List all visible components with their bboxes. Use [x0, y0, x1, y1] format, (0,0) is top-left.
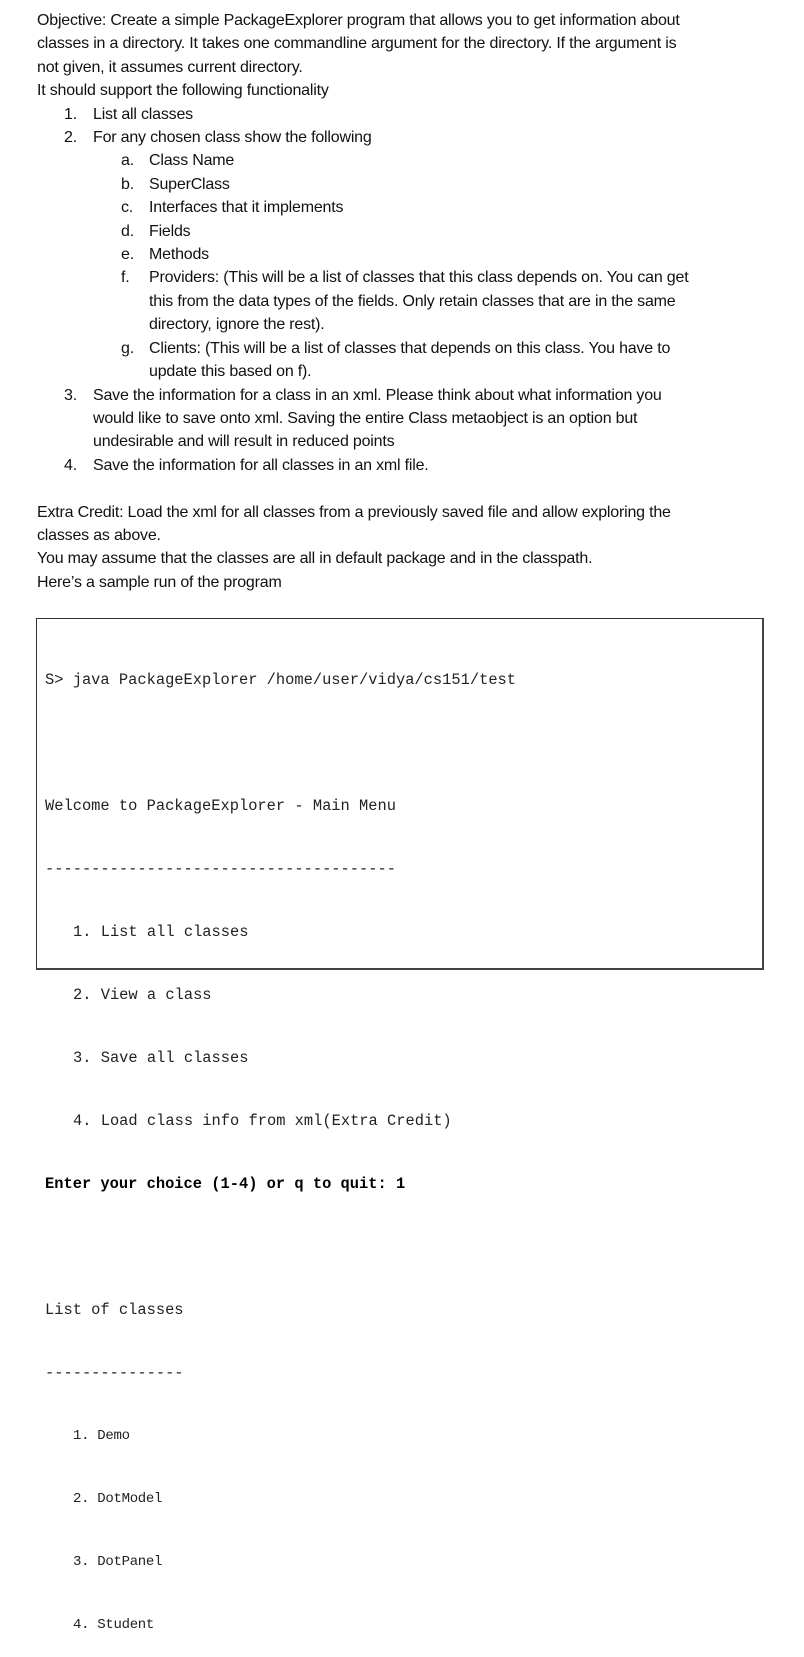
subitem-class-name [37, 149, 777, 172]
menu-item-list-classes: 1. List all classes [73, 923, 249, 941]
terminal-prompt: Enter your choice (1-4) or q to quit: 1 [45, 1175, 406, 1193]
extra-credit-line-1: Extra Credit: Load the xml for all classes from a previously saved file and allow exploring the [37, 503, 671, 521]
assignment-document [37, 9, 777, 594]
subitem-providers [37, 266, 777, 336]
subitem-text: Interfaces that it implements [149, 199, 344, 217]
subitem-superclass [37, 173, 777, 196]
class-item-dotpanel: 3. DotPanel [73, 1554, 163, 1570]
subitem-text: SuperClass [149, 175, 230, 193]
requirements-list [37, 103, 777, 478]
subitem-fields [37, 220, 777, 243]
paragraph-spacer [37, 477, 777, 500]
list-marker: 1. [64, 105, 77, 123]
subitem-text: Class Name [149, 152, 235, 170]
objective-line-1: Objective: Create a simple PackageExplorer program that allows you to get information about [37, 12, 680, 29]
menu-item-save-all: 3. Save all classes [73, 1049, 249, 1067]
terminal-list-heading: List of classes [45, 1301, 184, 1319]
objective-line-3: not given, it assumes current directory. [37, 58, 303, 76]
subitem-text: Clients: (This will be a list of classes that depends on this class. You have to [149, 339, 671, 357]
terminal-separator: --------------- [45, 1364, 184, 1382]
support-intro: It should support the following functionality [37, 82, 329, 100]
blank-line [45, 733, 762, 754]
list-marker: a. [121, 152, 134, 170]
list-marker: b. [121, 175, 134, 193]
objective-line-2: classes in a directory. It takes one commandline argument for the directory. If the argument is [37, 35, 677, 53]
requirement-text: Save the information for all classes in an xml file. [93, 456, 429, 474]
subitem-methods [37, 243, 777, 266]
requirement-item-2 [37, 126, 777, 149]
requirement-item-3 [37, 384, 777, 454]
list-marker: 4. [64, 456, 77, 474]
terminal-separator: -------------------------------------- [45, 860, 396, 878]
subitem-clients [37, 337, 777, 384]
sample-run-terminal [36, 618, 764, 1633]
sample-intro: Here’s a sample run of the program [37, 573, 282, 591]
requirement-text: undesirable and will result in reduced points [93, 433, 395, 451]
requirement-item-4 [37, 454, 777, 477]
list-marker: d. [121, 222, 134, 240]
subitem-interfaces [37, 196, 777, 219]
list-marker: g. [121, 339, 134, 357]
requirement-text: Save the information for a class in an xml. Please think about what information you [93, 386, 662, 404]
subitem-text: update this based on f). [149, 363, 312, 381]
subitem-text: Fields [149, 222, 191, 240]
subitem-text: Methods [149, 246, 209, 264]
class-item-dotmodel: 2. DotModel [73, 1491, 163, 1507]
subitem-text: Providers: (This will be a list of classes that this class depends on. You can get [149, 269, 689, 287]
menu-item-view-class: 2. View a class [73, 986, 212, 1004]
class-item-demo: 1. Demo [73, 1428, 130, 1444]
blank-line [45, 1237, 762, 1258]
requirement-text: would like to save onto xml. Saving the entire Class metaobject is an option but [93, 409, 638, 427]
subitem-text: directory, ignore the rest). [149, 316, 325, 334]
class-item-student: 4. Student [73, 1617, 155, 1633]
terminal-command: S> java PackageExplorer /home/user/vidya/cs151/test [45, 671, 517, 689]
requirement-item-1 [37, 103, 777, 126]
extra-credit-line-2: classes as above. [37, 526, 161, 544]
list-marker: c. [121, 199, 134, 217]
list-marker: f. [121, 269, 130, 287]
subitem-text: this from the data types of the fields. Only retain classes that are in the same [149, 292, 676, 310]
assumption-text: You may assume that the classes are all in default package and in the classpath. [37, 550, 593, 568]
list-marker: 2. [64, 129, 77, 147]
list-marker: e. [121, 246, 134, 264]
terminal-welcome: Welcome to PackageExplorer - Main Menu [45, 797, 396, 815]
list-marker: 3. [64, 386, 77, 404]
requirement-text: List all classes [93, 105, 193, 123]
menu-item-load-xml: 4. Load class info from xml(Extra Credit) [73, 1112, 452, 1130]
requirement-text: For any chosen class show the following [93, 129, 372, 147]
